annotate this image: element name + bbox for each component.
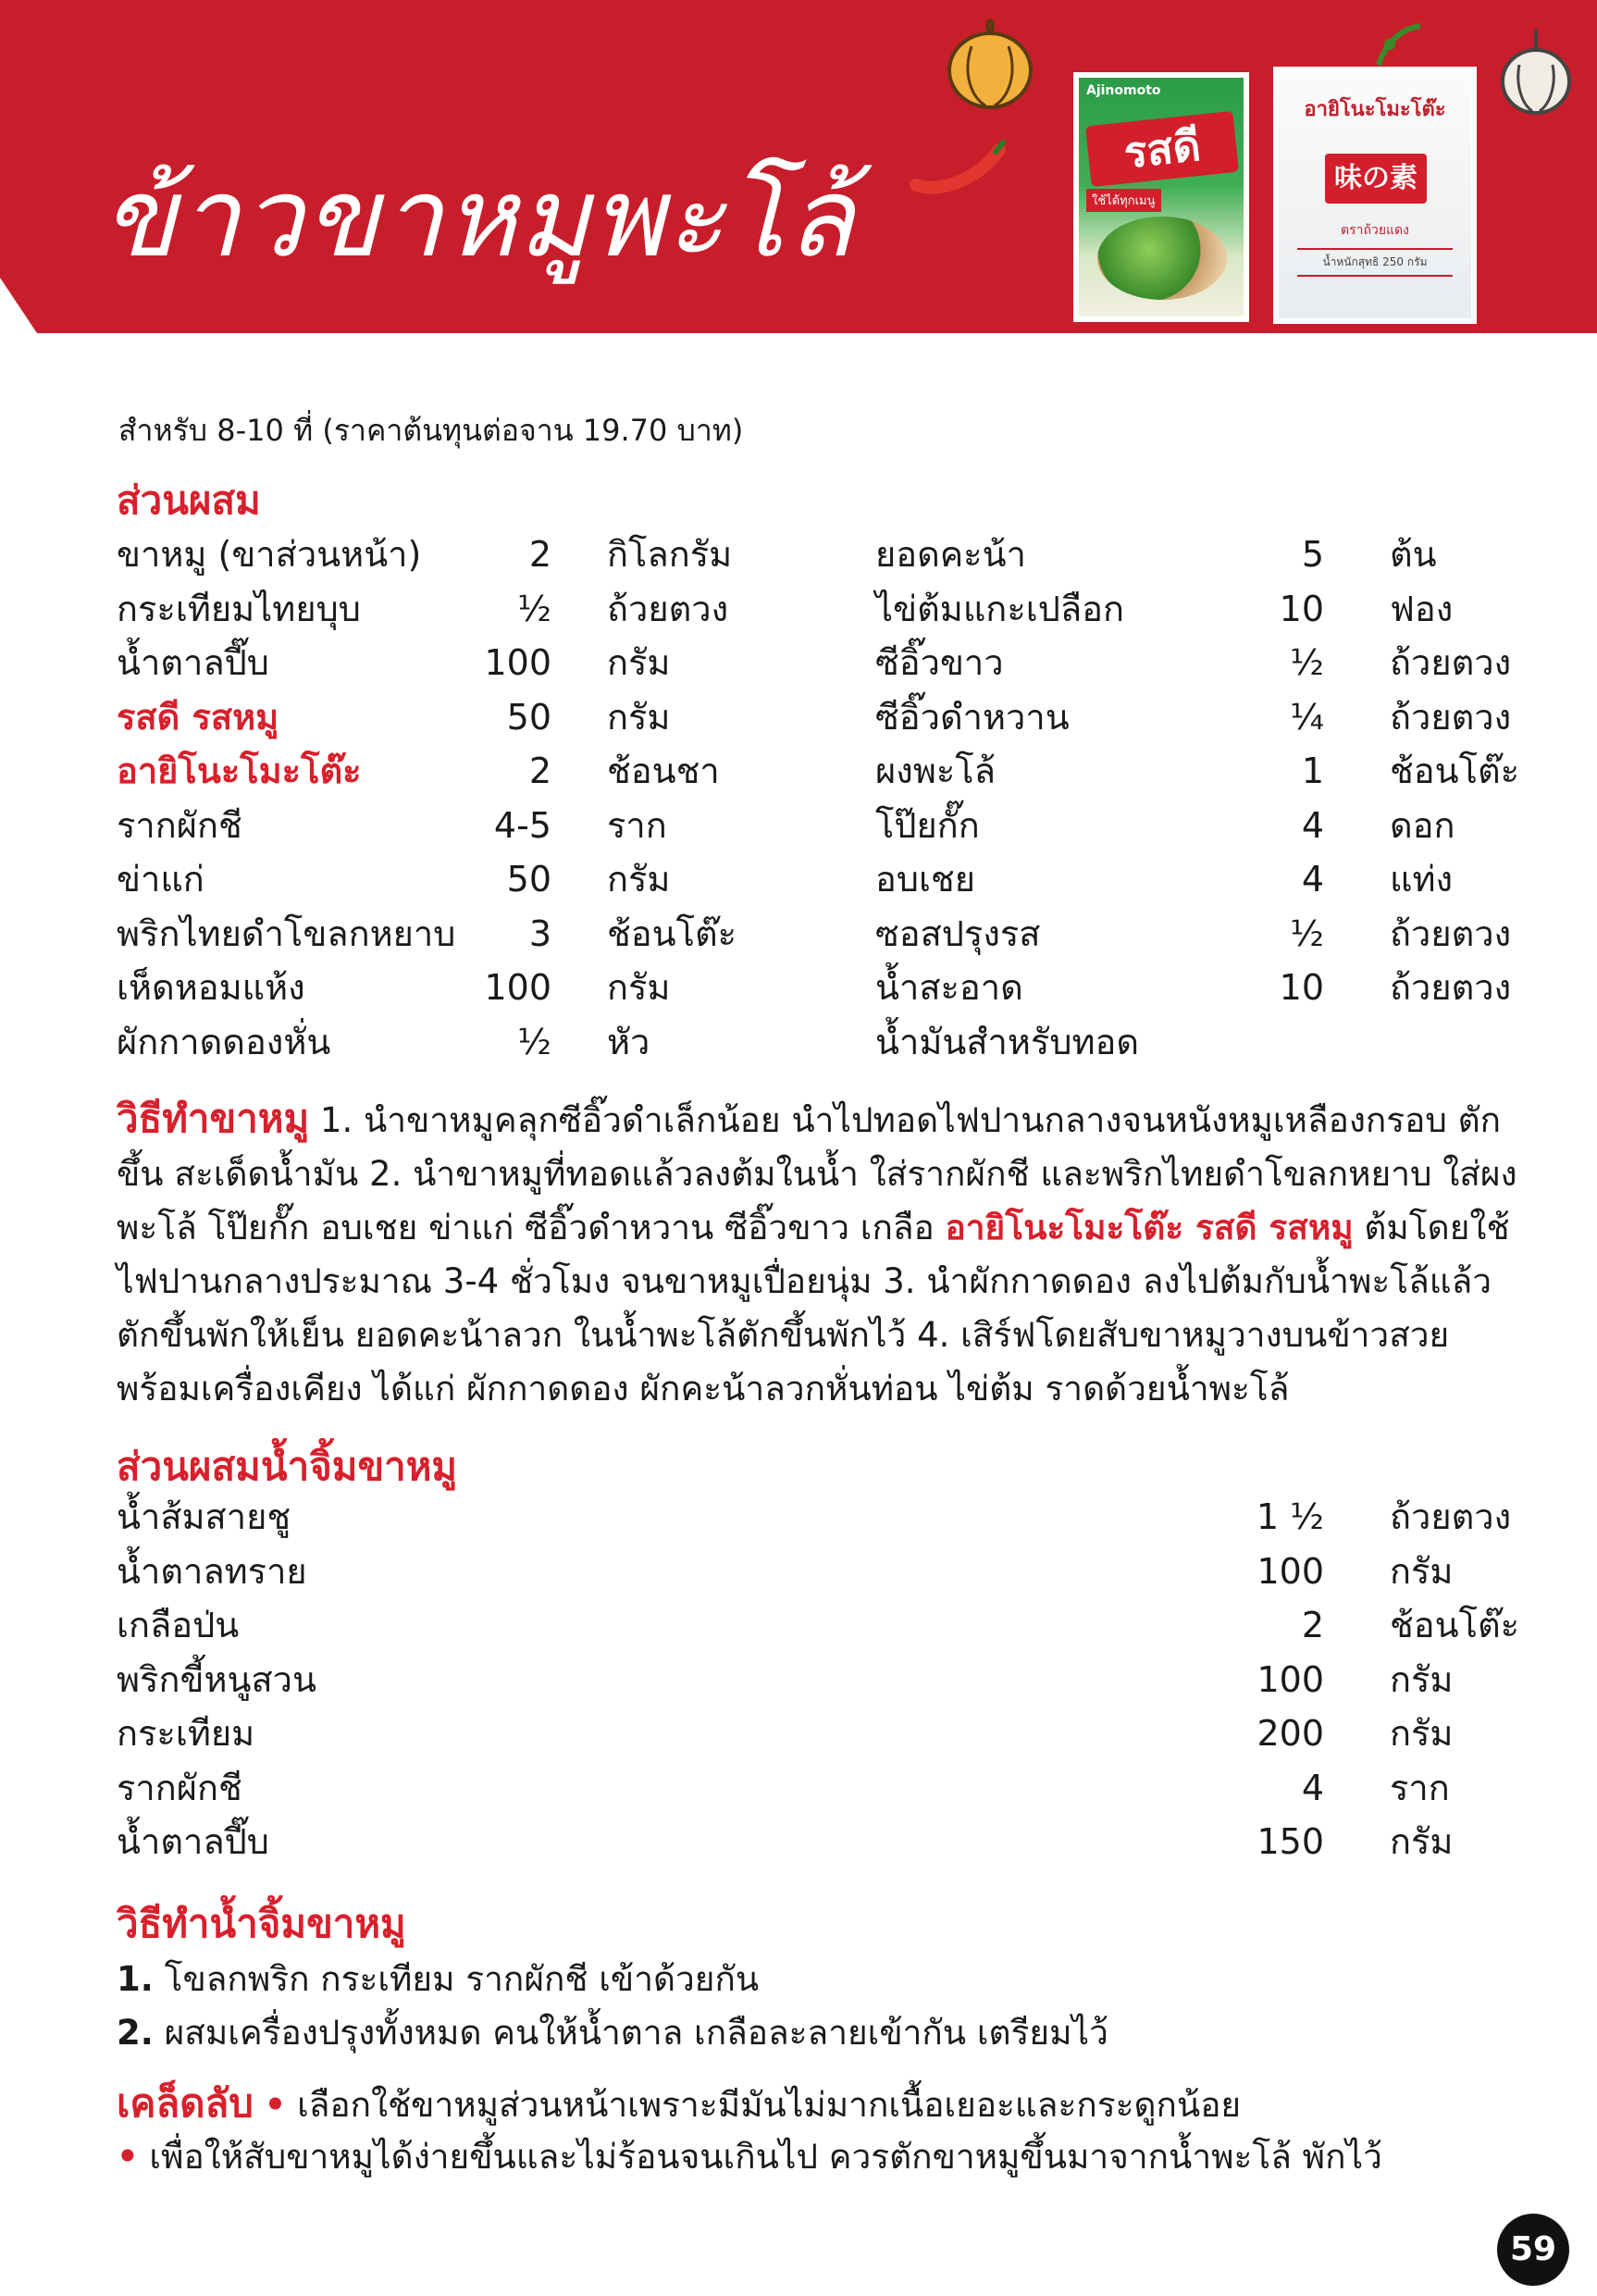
ingredient-quantity: 100 bbox=[484, 642, 551, 683]
ingredient-unit: แท่ง bbox=[1390, 859, 1454, 900]
rosdee-dish-image bbox=[1097, 217, 1227, 300]
ingredient-row bbox=[117, 961, 949, 1014]
ingredient-row bbox=[875, 907, 1597, 961]
ingredient-row bbox=[875, 744, 1597, 798]
ajinomoto-line1: ตราถ้วยแดง bbox=[1341, 223, 1409, 238]
ingredient-unit: ช้อนโต๊ะ bbox=[607, 912, 737, 954]
ingredient-name: อบเชย bbox=[875, 859, 975, 900]
page-number: 59 bbox=[1497, 2214, 1569, 2286]
herb-icon bbox=[1369, 19, 1425, 74]
ingredient-row bbox=[875, 636, 1597, 689]
ingredient-quantity: 50 bbox=[506, 696, 551, 738]
ingredient-unit: ช้อนโต๊ะ bbox=[1390, 1605, 1520, 1645]
bullet-icon: • bbox=[264, 2085, 287, 2125]
ingredient-name: ผงพะโล้ bbox=[875, 751, 996, 791]
ingredient-name: เห็ดหอมแห้ง bbox=[117, 967, 305, 1008]
ingredient-quantity: 10 bbox=[1279, 967, 1324, 1008]
ingredient-row bbox=[875, 582, 1597, 636]
ingredient-unit: กรัม bbox=[607, 859, 671, 900]
ingredient-row bbox=[117, 1815, 1454, 1868]
ingredient-unit: ถ้วยตวง bbox=[1390, 1496, 1512, 1537]
header-banner bbox=[0, 0, 1597, 379]
ingredient-row bbox=[117, 1761, 1450, 1815]
ingredient-unit: กิโลกรัม bbox=[607, 534, 733, 575]
sauce-ingredients-title: ส่วนผสมน้ำจิ้มขาหมู bbox=[117, 1444, 458, 1489]
rosdee-logo: รสดี bbox=[1085, 111, 1239, 187]
rosdee-package-image bbox=[1073, 72, 1249, 322]
tips-line-2 bbox=[117, 2130, 1382, 2184]
ingredient-quantity: ½ bbox=[517, 1021, 551, 1062]
ingredient-unit: ถ้วยตวง bbox=[1390, 967, 1512, 1008]
ingredient-quantity: 2 bbox=[528, 751, 551, 791]
method-line-1: 1. นำขาหมูคลุกซีอิ๊วดำเล็กน้อย นำไปทอดไฟปานกลางจนหนังหมูเหลืองกรอบ ตักขึ้น bbox=[117, 1100, 1502, 1194]
ingredient-row bbox=[875, 527, 1597, 581]
ingredient-quantity: 200 bbox=[1257, 1713, 1324, 1754]
ingredient-quantity: ½ bbox=[1290, 642, 1324, 683]
ingredient-unit: หัว bbox=[607, 1021, 650, 1062]
ingredient-row bbox=[117, 1545, 1454, 1598]
ingredient-name: โป๊ยกั๊ก bbox=[875, 804, 980, 846]
ingredient-row bbox=[117, 1598, 1520, 1652]
rosdee-brand-top: Ajinomoto bbox=[1086, 83, 1161, 98]
ajinomoto-weight: น้ำหนักสุทธิ 250 กรัม bbox=[1297, 248, 1453, 277]
method-line-3: อบเชย ข่าแก่ ซีอิ๊วดำหวาน ซีอิ๊วขาว เกลือ bbox=[320, 1208, 935, 1247]
sauce-step-text: ผสมเครื่องปรุงทั้งหมด คนให้น้ำตาล เกลือละลายเข้ากัน เตรียมไว้ bbox=[164, 2013, 1108, 2053]
ingredient-unit: กรัม bbox=[1390, 1550, 1454, 1592]
ingredient-row bbox=[117, 852, 949, 906]
ingredient-name: กระเทียมไทยบุบ bbox=[117, 588, 361, 629]
serving-info: สำหรับ 8-10 ที่ (ราคาต้นทุนต่อจาน 19.70 บาท) bbox=[118, 413, 744, 448]
ingredient-quantity: 10 bbox=[1279, 588, 1324, 629]
ingredient-quantity: 150 bbox=[1257, 1821, 1324, 1862]
method-title: วิธีทำขาหมู bbox=[117, 1096, 310, 1141]
ingredient-name: ยอดคะน้า bbox=[875, 534, 1026, 575]
ingredient-row bbox=[875, 799, 1597, 852]
garlic-icon bbox=[1490, 19, 1582, 120]
ingredient-row bbox=[117, 907, 949, 961]
ingredient-name: น้ำตาลปี๊บ bbox=[117, 642, 269, 683]
ingredient-quantity: 5 bbox=[1301, 534, 1324, 575]
ingredient-row bbox=[875, 852, 1597, 906]
ingredient-name: กระเทียม bbox=[117, 1713, 255, 1754]
ingredient-unit: กรัม bbox=[1390, 1713, 1454, 1754]
ingredient-quantity: 100 bbox=[1257, 1658, 1324, 1700]
method-line-3b: ต้มโดยใช้ไฟปานกลางประมาณ bbox=[117, 1208, 1510, 1301]
ingredient-quantity: 3 bbox=[528, 912, 551, 954]
method-line-5: ในน้ำพะโล้ตักขึ้นพักไว้ 4. เสิร์ฟโดยสับขาหมูวางบนข้าวสวย พร้อมเครื่องเคียง ได้แก่ ผักกาดดอง bbox=[117, 1315, 1450, 1409]
ingredient-unit: กรัม bbox=[607, 642, 671, 683]
ingredient-quantity: 4 bbox=[1301, 1767, 1324, 1808]
ingredient-name: น้ำมันสำหรับทอด bbox=[875, 1021, 1139, 1062]
ingredient-unit: กรัม bbox=[607, 696, 671, 738]
ingredient-name: น้ำสะอาด bbox=[875, 967, 1023, 1008]
ingredient-name: รากผักชี bbox=[117, 1767, 242, 1808]
ingredient-quantity: 2 bbox=[1301, 1605, 1324, 1645]
ingredient-name: เกลือป่น bbox=[117, 1605, 240, 1645]
ingredient-quantity: ½ bbox=[1290, 912, 1324, 954]
ingredient-row bbox=[117, 799, 949, 852]
tip-text: เพื่อให้สับขาหมูได้ง่ายขึ้นและไม่ร้อนจนเกินไป ควรตักขาหมูขึ้นมาจากน้ำพะโล้ พักไว้ bbox=[149, 2137, 1382, 2177]
ingredient-name: พริกไทยดำโขลกหยาบ bbox=[117, 912, 456, 954]
rosdee-subtitle: ใช้ได้ทุกเมนู bbox=[1086, 189, 1161, 212]
method-brand-highlight: อายิโนะโมะโต๊ะ รสดี รสหมู bbox=[945, 1208, 1354, 1247]
ingredient-unit: ถ้วยตวง bbox=[607, 588, 729, 629]
chili-icon bbox=[907, 139, 1009, 204]
ingredient-unit: ช้อนโต๊ะ bbox=[1390, 751, 1520, 791]
ingredient-name: อายิโนะโมะโต๊ะ bbox=[117, 751, 362, 791]
ingredient-quantity: 2 bbox=[528, 534, 551, 575]
ingredient-name: น้ำส้มสายชู bbox=[117, 1496, 291, 1537]
onion-icon bbox=[935, 9, 1046, 120]
ingredient-row bbox=[117, 636, 949, 689]
ingredient-name: ข่าแก่ bbox=[117, 859, 204, 900]
ingredient-row bbox=[117, 527, 949, 581]
ajinomoto-logo: 味の素 bbox=[1325, 154, 1427, 204]
ingredient-row bbox=[875, 961, 1597, 1014]
ingredient-quantity: ¼ bbox=[1290, 696, 1324, 738]
ingredient-row bbox=[117, 744, 949, 798]
ingredient-unit: ดอก bbox=[1390, 804, 1455, 846]
tips-line-1 bbox=[117, 2077, 1241, 2132]
ingredient-row bbox=[117, 690, 949, 744]
sauce-step-1 bbox=[117, 1953, 759, 2006]
recipe-title: ข้าวขาหมูพะโล้ bbox=[102, 154, 856, 281]
ingredient-unit: ถ้วยตวง bbox=[1390, 642, 1512, 683]
sauce-method-title: วิธีทำน้ำจิ้มขาหมู bbox=[117, 1901, 406, 1946]
tip-text: เลือกใช้ขาหมูส่วนหน้าเพราะมีมันไม่มากเนื้อเยอะและกระดูกน้อย bbox=[297, 2085, 1242, 2125]
ingredient-name: ไข่ต้มแกะเปลือก bbox=[875, 588, 1124, 629]
tips-title: เคล็ดลับ bbox=[117, 2080, 254, 2126]
ajinomoto-package-image bbox=[1273, 67, 1477, 324]
ingredient-quantity: 1 bbox=[1301, 751, 1324, 791]
ingredient-quantity: 4 bbox=[1301, 804, 1324, 846]
sauce-step-2 bbox=[117, 2006, 1108, 2060]
method-line-6: ผักคะน้าลวกหั่นท่อน ไข่ต้ม ราดด้วยน้ำพะโล้ bbox=[639, 1369, 1290, 1409]
ingredient-quantity: 4-5 bbox=[493, 804, 551, 846]
ingredient-unit: ต้น bbox=[1390, 534, 1437, 575]
ingredient-unit: กรัม bbox=[1390, 1658, 1454, 1700]
method-paragraph bbox=[117, 1092, 1523, 1416]
ingredient-quantity: 1 ½ bbox=[1256, 1496, 1324, 1537]
bullet-icon: • bbox=[117, 2137, 139, 2177]
ingredient-name: ขาหมู (ขาส่วนหน้า) bbox=[117, 534, 422, 575]
ingredient-row bbox=[875, 1015, 1597, 1069]
ajinomoto-brand: อายิโนะโมะโต๊ะ bbox=[1304, 98, 1446, 121]
ingredient-row bbox=[117, 1706, 1454, 1760]
ingredient-quantity: ½ bbox=[517, 588, 551, 629]
ingredient-name: ผักกาดดองหั่น bbox=[117, 1021, 331, 1062]
sauce-step-number: 2. bbox=[117, 2013, 154, 2053]
ingredient-unit: ฟอง bbox=[1390, 588, 1454, 629]
ingredient-row bbox=[117, 1653, 1454, 1706]
ingredient-name: น้ำตาลปี๊บ bbox=[117, 1821, 269, 1862]
ingredient-unit: กรัม bbox=[1390, 1821, 1454, 1862]
ingredient-unit: กรัม bbox=[607, 967, 671, 1008]
sauce-step-text: โขลกพริก กระเทียม รากผักชี เข้าด้วยกัน bbox=[164, 1959, 760, 1999]
ingredient-unit: ราก bbox=[607, 804, 667, 846]
ingredient-row bbox=[117, 1015, 949, 1069]
ingredient-unit: ช้อนชา bbox=[607, 751, 720, 791]
ingredient-name: พริกขี้หนูสวน bbox=[117, 1658, 316, 1700]
ingredient-quantity: 50 bbox=[506, 859, 551, 900]
ingredient-row bbox=[875, 690, 1597, 744]
ingredient-name: น้ำตาลทราย bbox=[117, 1550, 307, 1592]
ingredient-quantity: 100 bbox=[484, 967, 551, 1008]
ingredient-row bbox=[117, 582, 949, 636]
method-line-2: สะเด็ดน้ำมัน 2. นำขาหมูที่ทอดแล้วลงต้มในน้ำ ใส่รากผักชี และพริกไทยดำโขลกหยาบ ใส่ผงพะโล้ โป๊ยกั๊ก bbox=[117, 1154, 1517, 1247]
ingredient-name: ซีอิ๊วดำหวาน bbox=[875, 696, 1070, 738]
method-line-4: 3-4 ชั่วโมง จนขาหมูเปื่อยนุ่ม 3. นำผักกาดดอง ลงไปต้มกับน้ำพะโล้แล้วตักขึ้นพักให้เย็น ยอดคะน้าลวก bbox=[117, 1261, 1492, 1355]
ingredient-name: รากผักชี bbox=[117, 804, 242, 846]
ingredient-unit: ถ้วยตวง bbox=[1390, 696, 1512, 738]
ingredient-unit: ราก bbox=[1390, 1767, 1450, 1808]
ingredient-quantity: 4 bbox=[1301, 859, 1324, 900]
ingredients-title: ส่วนผสม bbox=[117, 478, 261, 523]
ingredient-unit: ถ้วยตวง bbox=[1390, 912, 1512, 954]
ingredient-quantity: 100 bbox=[1257, 1550, 1324, 1592]
ingredient-name: รสดี รสหมู bbox=[117, 696, 279, 738]
ingredient-row bbox=[117, 1490, 1512, 1544]
sauce-step-number: 1. bbox=[117, 1959, 154, 1999]
ingredient-name: ซีอิ๊วขาว bbox=[875, 642, 1004, 683]
ingredient-name: ซอสปรุงรส bbox=[875, 912, 1041, 954]
